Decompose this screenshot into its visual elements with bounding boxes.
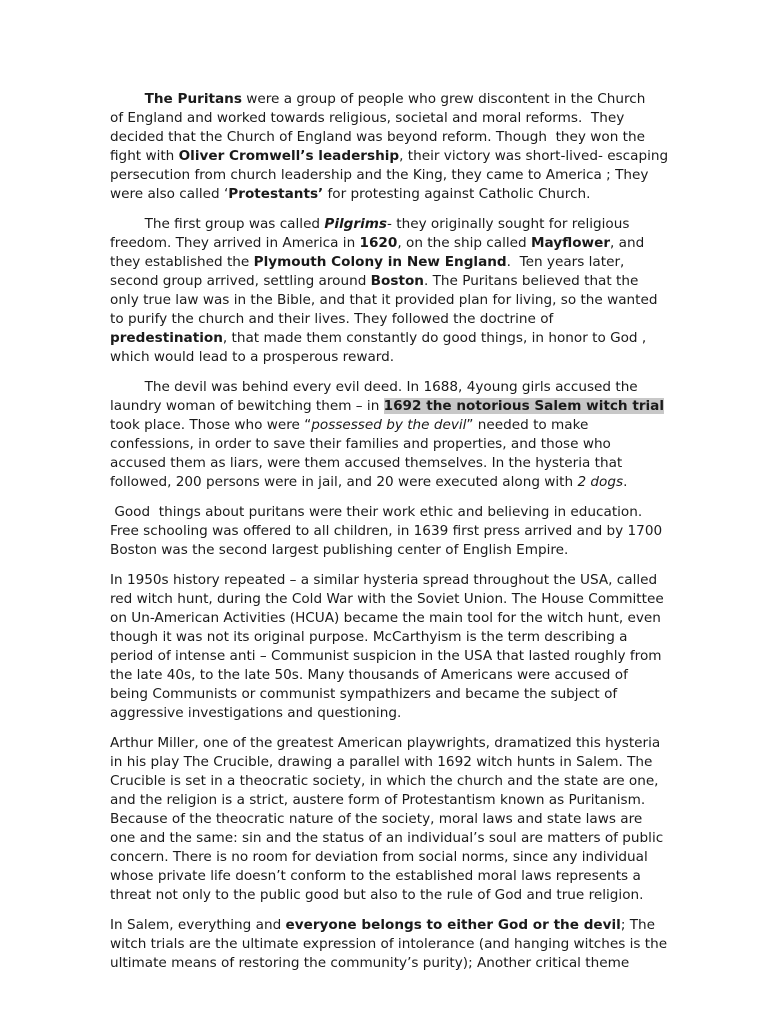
- text-run: persecution from church leadership and the King, they came to America ; They: [110, 167, 649, 183]
- text-line: [110, 473, 700, 492]
- emphasized-text: Boston: [370, 273, 424, 289]
- text-run: whose private life doesn’t conform to the established moral laws represents a: [110, 868, 641, 884]
- text-line: [110, 397, 700, 416]
- text-run: accused them as liars, were them accused themselves. In the hysteria that: [110, 455, 623, 471]
- text-line: [110, 734, 700, 753]
- text-run: Crucible is set in a theocratic society, in which the church and the state are one,: [110, 773, 659, 789]
- emphasized-text: Oliver Cromwell’s leadership: [178, 148, 400, 164]
- text-run: witch trials are the ultimate expression of intolerance (and hanging witches is the: [110, 936, 668, 952]
- emphasized-text: 1620: [359, 235, 398, 251]
- text-run: took place. Those who were “: [110, 417, 312, 433]
- text-line: [110, 935, 700, 954]
- paragraph-pilgrims: [110, 215, 700, 367]
- paragraph-good-things: [110, 503, 700, 560]
- emphasized-text: Pilgrims: [324, 216, 388, 232]
- text-line: [110, 291, 700, 310]
- text-run: The first group was called: [110, 216, 325, 232]
- text-run: one and the same: sin and the status of an individual’s soul are matters of public: [110, 830, 664, 846]
- text-run: were a group of people who grew discontent in the Church: [241, 91, 646, 107]
- text-run: fight with: [110, 148, 179, 164]
- text-run: - they originally sought for religious: [387, 216, 630, 232]
- text-run: which would lead to a prosperous reward.: [110, 349, 395, 365]
- text-line: [110, 522, 700, 541]
- text-run: laundry woman of bewitching them – in: [110, 398, 384, 414]
- text-run: threat not only to the public good but also to the rule of God and true religion.: [110, 887, 644, 903]
- text-line: [110, 416, 700, 435]
- text-run: confessions, in order to save their families and properties, and those who: [110, 436, 611, 452]
- text-line: [110, 128, 700, 147]
- text-line: [110, 666, 700, 685]
- text-line: [110, 590, 700, 609]
- text-run: ” needed to make: [466, 417, 589, 433]
- emphasized-text: predestination: [110, 330, 223, 346]
- text-run: The devil was behind every evil deed. In 1688, 4young girls accused the: [110, 379, 638, 395]
- text-run: being Communists or communist sympathizers and became the subject of: [110, 686, 618, 702]
- text-run: , and: [610, 235, 645, 251]
- text-line: [110, 435, 700, 454]
- text-run: aggressive investigations and questioning.: [110, 705, 402, 721]
- text-run: period of intense anti – Communist suspicion in the USA that lasted roughly from: [110, 648, 662, 664]
- text-line: [110, 310, 700, 329]
- text-line: [110, 90, 700, 109]
- text-run: though it was not its original purpose. McCarthyism is the term describing a: [110, 629, 628, 645]
- text-line: [110, 329, 700, 348]
- text-run: freedom. They arrived in America in: [110, 235, 360, 251]
- text-line: [110, 848, 700, 867]
- text-run: and the religion is a strict, austere form of Protestantism known as Puritanism.: [110, 792, 646, 808]
- text-run: . Ten years later,: [506, 254, 625, 270]
- paragraph-arthur-miller: [110, 734, 700, 905]
- text-run: In 1950s history repeated – a similar hysteria spread throughout the USA, called: [110, 572, 658, 588]
- paragraph-red-witch-hunt: [110, 571, 700, 723]
- text-line: [110, 810, 700, 829]
- text-line: [110, 272, 700, 291]
- emphasized-text: possessed by the devil: [311, 417, 467, 433]
- text-run: followed, 200 persons were in jail, and 20 were executed along with: [110, 474, 578, 490]
- text-run: the late 40s, to the late 50s. Many thousands of Americans were accused of: [110, 667, 628, 683]
- text-line: [110, 215, 700, 234]
- text-run: decided that the Church of England was beyond reform. Though they won the: [110, 129, 645, 145]
- emphasized-text: Protestants’: [228, 186, 324, 202]
- text-line: [110, 503, 700, 522]
- text-line: [110, 609, 700, 628]
- text-run: concern. There is no room for deviation from social norms, since any individual: [110, 849, 648, 865]
- emphasized-text: The Puritans: [144, 91, 242, 107]
- text-line: [110, 954, 700, 973]
- emphasized-text: Plymouth Colony in New England: [253, 254, 507, 270]
- text-line: [110, 704, 700, 723]
- text-line: [110, 685, 700, 704]
- text-line: [110, 886, 700, 905]
- paragraph-in-salem: [110, 916, 700, 973]
- paragraph-salem-trials: [110, 378, 700, 492]
- text-run: on Un-American Activities (HCUA) became the main tool for the witch hunt, even: [110, 610, 661, 626]
- text-run: red witch hunt, during the Cold War with the Soviet Union. The House Committee: [110, 591, 664, 607]
- text-line: [110, 829, 700, 848]
- text-run: only true law was in the Bible, and that it provided plan for living, so the wanted: [110, 292, 658, 308]
- text-line: [110, 147, 700, 166]
- text-run: , their victory was short-lived- escaping: [399, 148, 669, 164]
- text-line: [110, 571, 700, 590]
- text-run: to purify the church and their lives. They followed the doctrine of: [110, 311, 554, 327]
- document-page: [110, 90, 700, 984]
- text-run: Good things about puritans were their work ethic and believing in education.: [110, 504, 643, 520]
- text-run: Because of the theocratic nature of the society, moral laws and state laws are: [110, 811, 643, 827]
- text-run: [110, 91, 145, 107]
- text-run: second group arrived, settling around: [110, 273, 371, 289]
- text-run: In Salem, everything and: [110, 917, 286, 933]
- emphasized-text: 2 dogs: [577, 474, 624, 490]
- text-run: . The Puritans believed that the: [423, 273, 639, 289]
- text-run: in his play The Crucible, drawing a parallel with 1692 witch hunts in Salem. The: [110, 754, 653, 770]
- emphasized-text: Mayflower: [530, 235, 611, 251]
- text-run: , on the ship called: [397, 235, 531, 251]
- highlighted-text: 1692 the notorious Salem witch trial: [383, 398, 665, 414]
- text-line: [110, 628, 700, 647]
- text-run: , that made them constantly do good things, in honor to God ,: [222, 330, 647, 346]
- emphasized-text: everyone belongs to either God or the devil: [285, 917, 621, 933]
- text-run: were also called ‘: [110, 186, 229, 202]
- text-line: [110, 166, 700, 185]
- text-run: of England and worked towards religious, societal and moral reforms. They: [110, 110, 625, 126]
- text-run: for protesting against Catholic Church.: [323, 186, 591, 202]
- text-line: [110, 753, 700, 772]
- text-line: [110, 772, 700, 791]
- text-line: [110, 378, 700, 397]
- text-line: [110, 916, 700, 935]
- text-line: [110, 541, 700, 560]
- text-line: [110, 185, 700, 204]
- text-line: [110, 454, 700, 473]
- text-run: they established the: [110, 254, 254, 270]
- text-line: [110, 234, 700, 253]
- paragraph-puritans-intro: [110, 90, 700, 204]
- text-run: .: [623, 474, 628, 490]
- text-run: ultimate means of restoring the community’s purity); Another critical theme: [110, 955, 630, 971]
- text-line: [110, 647, 700, 666]
- text-run: Boston was the second largest publishing center of English Empire.: [110, 542, 569, 558]
- text-run: Free schooling was offered to all children, in 1639 first press arrived and by 1700: [110, 523, 663, 539]
- text-line: [110, 348, 700, 367]
- text-run: Arthur Miller, one of the greatest American playwrights, dramatized this hysteria: [110, 735, 661, 751]
- text-run: ; The: [620, 917, 656, 933]
- text-line: [110, 109, 700, 128]
- text-line: [110, 791, 700, 810]
- text-line: [110, 253, 700, 272]
- text-line: [110, 867, 700, 886]
